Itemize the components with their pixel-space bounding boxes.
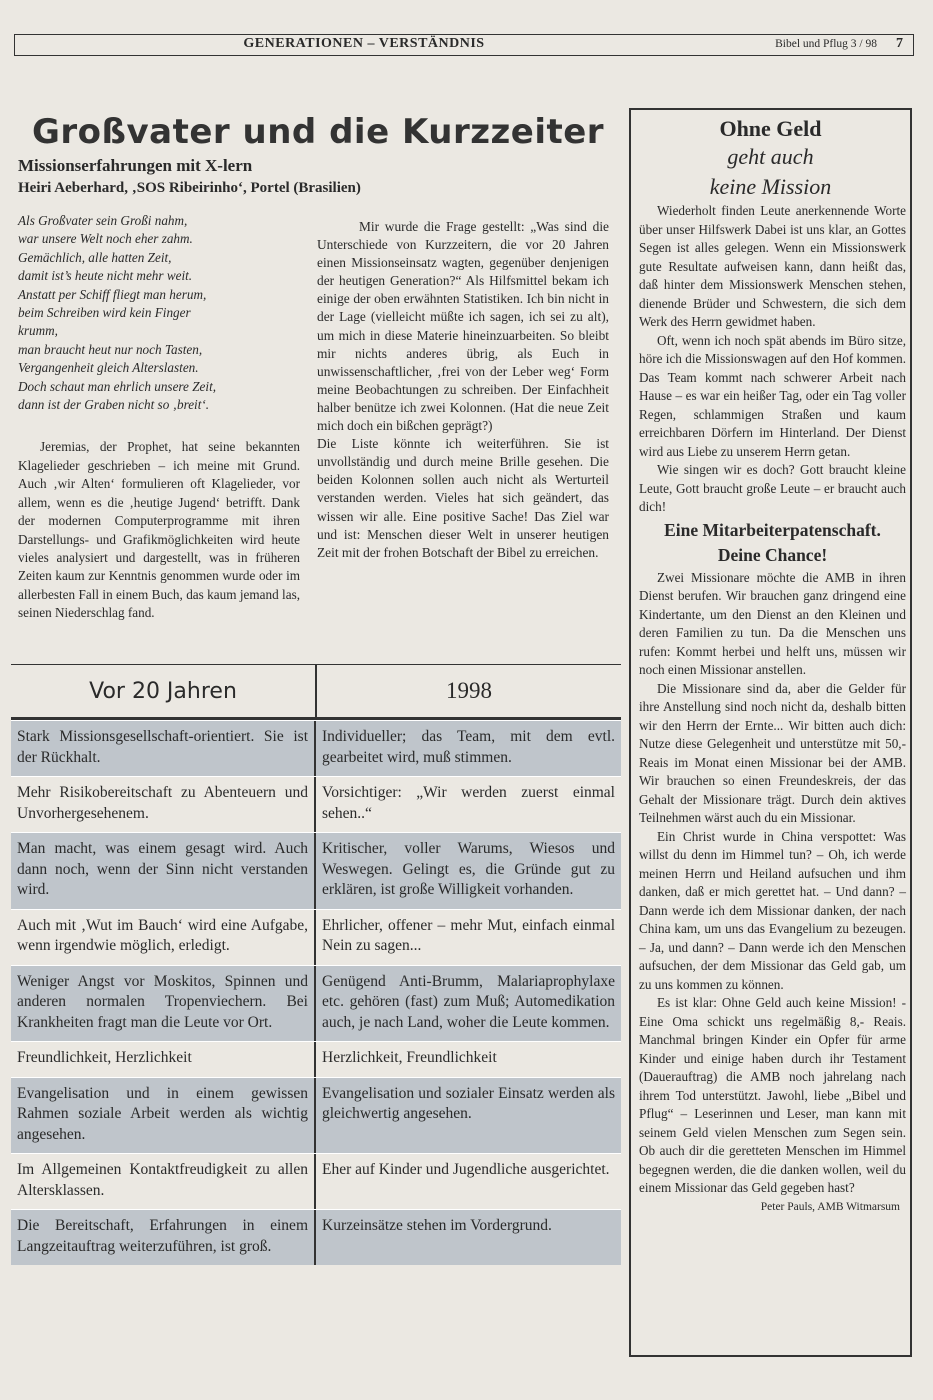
table-cell: Die Bereitschaft, Erfahrungen in einem Langzeitauftrag weiterzuführen, ist groß. (11, 1210, 316, 1265)
article-column-1 (18, 212, 300, 623)
paragraph: Jeremias, der Prophet, hat seine bekannten Klagelieder geschrieben – ich meine mit Grund. Auch ‚wir Alten‘ formulieren oft Klagelieder, vor allem, wenn es die ‚heutige Jugend‘ betrifft. Dank der modernen Computerprogramme mit ihren Darstellungs- und Grafikmöglichkeiten wird heute vieles analysiert und dargestellt, was in früheren Zeiten kaum zur Kenntnis genommen wurde oder im allerbesten Fall in einem Buch, das kaum jemand las, seinen Niederschlag fand. (18, 439, 300, 621)
table-cell: Mehr Risikobereitschaft zu Abenteuern und Unvorhergesehenem. (11, 777, 316, 832)
sidebar-body (631, 202, 910, 1216)
paragraph: Die Missionare sind da, aber die Gelder für ihre Anstellung sind noch nicht da, deshalb bitten wir den Herrn der Ernte... Wir bitten auch dich: Nutze diese Gelegenheit und unterstütze mit 50,- Reais im Monat einen Missionar bei der AMB. Wir brauchen so einen Freundeskreis, der das Gehalt der Missionare trägt. Durch dein aktives Teilnehmen wärst auch du ein Missionar. (639, 680, 906, 825)
table-cell: Evangelisation und in einem gewissen Rahmen soziale Arbeit werden als wichtig angesehen. (11, 1078, 316, 1154)
paragraph: Es ist klar: Ohne Geld auch keine Mission! - Eine Oma schickt uns regelmäßig 8,- Reais. Manchmal bringen Kinder ein Opfer für arme Kinder und einige haben durch ihr Testament (Dauerauftrag) die AMB noch jahrelang nach ihrem Tod unterstützt. Jawohl, liebe „Bibel und Pflug“ – Leserinnen und Leser, man kann mit seinem Geld vielen Menschen zum Segen sein. Ob auch dir die geretteten Menschen im Himmel begegnen werden, die die danken wollen, weil du einem Missionar das Geld gegeben hast? (639, 995, 906, 1195)
table-row (11, 1209, 621, 1265)
poem-line: beim Schreiben wird kein Finger (18, 305, 191, 321)
article-column-2 (317, 218, 609, 562)
table-cell: Herzlichkeit, Freundlichkeit (322, 1049, 497, 1066)
comparison-table (11, 664, 621, 1265)
table-row (11, 776, 621, 832)
paragraph: Wie singen wir es doch? Gott braucht kleine Leute, Gott braucht große Leute – er braucht auch dich! (639, 462, 906, 514)
poem-line: Vergangenheit gleich Alterslasten. (18, 360, 199, 376)
sidebar-title-line-3: keine Mission (709, 174, 832, 199)
table-row (11, 1077, 621, 1154)
poem-line: Als Großvater sein Großi nahm, (18, 213, 188, 228)
sidebar-title: Ohne Geld (719, 116, 822, 141)
article-title: Großvater und die Kurzzeiter (32, 112, 605, 152)
poem-line: Anstatt per Schiff fliegt man herum, (18, 286, 207, 302)
page-header (14, 34, 914, 56)
article-subtitle: Missionserfahrungen mit X-lern (18, 156, 253, 175)
table-cell: Evangelisation und sozialer Einsatz werden als gleichwertig angesehen. (322, 1084, 615, 1122)
table-cell: Weniger Angst vor Moskitos, Spinnen und anderen normalen Tropenviechern. Bei Krankheiten fragt man die Leute vor Ort. (11, 966, 316, 1042)
table-cell: Kurzeinsätze stehen im Vordergrund. (322, 1217, 552, 1234)
table-cell: Auch mit ‚Wut im Bauch‘ wird eine Aufgabe, wenn irgendwie möglich, erledigt. (11, 910, 316, 965)
table-cell: Eher auf Kinder und Jugendliche ausgerichtet. (322, 1161, 610, 1178)
paragraph: Wiederholt finden Leute anerkennende Worte über unser Hilfswerk Dabei ist uns klar, an Gottes Segen ist alles gelegen. Wenn ein Missionswerk gute Resultate aufweisen kann, dann heißt das, daß hinter dem Missionswerk Menschen stehen, dienende Brüder und Schwestern, die sich dem Werk des Herrn gewidmet haben. (639, 203, 906, 329)
issue-label: Bibel und Pflug 3 / 98 (775, 38, 877, 50)
column-header: Vor 20 Jahren (11, 665, 317, 717)
table-row (11, 909, 621, 965)
paragraph: Die Liste könnte ich weiterführen. Sie ist unvollständig und durch meine Brille gesehen. Die beiden Kolonnen sollen auch nicht als Werturteil verstanden werden. Vieles hat sich geändert, das wissen wir alle. Eine positive Sache! Das Ziel war und ist: Menschen dieser Welt in unserer heutigen Zeit mit der frohen Botschaft der Bibel zu erreichen. (317, 436, 609, 560)
article-author: Heiri Aeberhard, ‚SOS Ribeirinho‘, Portel (Brasilien) (18, 180, 361, 196)
table-cell: Stark Missionsgesellschaft-orientiert. Sie ist der Rückhalt. (11, 721, 316, 776)
table-row (11, 720, 621, 776)
sidebar-box (629, 108, 912, 1357)
sidebar-subheading: Eine Mitarbeiterpatenschaft. (664, 519, 881, 540)
poem-line: dann ist der Graben nicht so ‚breit‘. (18, 397, 210, 413)
poem-line: Doch schaut man ehrlich unsere Zeit, (18, 378, 217, 394)
page-number: 7 (896, 36, 903, 51)
paragraph: Ein Christ wurde in China verspottet: Was willst du denn im Himmel tun? – Oh, ich werde meinen Herrn und Heiland aufsuchen und ihm danken, daß er mich gerettet hat. – Und dann? – Dann werde ich dem Missionar danken, der nach China kam, um uns das Evangelium zu bezeugen. – Ja, und dann? – Dann werde ich den Menschen aufsuchen, der dem Missionar das Geld gab, um zu uns kommen zu können. (639, 828, 906, 992)
poem (18, 212, 300, 414)
sidebar-subheading: Deine Chance! (717, 544, 828, 565)
poem-line: damit ist’s heute nicht mehr weit. (18, 268, 193, 284)
paragraph: Zwei Missionare möchte die AMB in ihren Dienst berufen. Wir brauchen ganz dringend eine Kindertante, um den Dienst an den Kleinen und deren Familien zu tun. Da die Menschen uns rufen: Kommt herbei und helft uns, müssen wir noch einen Missionar anstellen. (639, 569, 906, 677)
column-header: 1998 (446, 678, 492, 703)
table-cell: Freundlichkeit, Herzlichkeit (11, 1042, 316, 1077)
poem-line: war unsere Welt noch eher zahm. (18, 231, 193, 247)
table-cell: Vorsichtiger: „Wir werden zuerst einmal sehen..“ (322, 784, 615, 822)
table-row (11, 1153, 621, 1209)
table-row (11, 832, 621, 909)
sidebar-title-line-2: geht auch (727, 144, 814, 169)
table-row (11, 1041, 621, 1077)
poem-line: krumm, (18, 323, 58, 339)
section-title: GENERATIONEN – VERSTÄNDNIS (243, 36, 485, 51)
poem-line: man braucht heut nur noch Tasten, (18, 341, 203, 357)
table-cell: Genügend Anti-Brumm, Malariaprophylaxe etc. gehören (fast) zum Muß; Automedikation auch, je nach Land, woher die Leute kommen. (322, 972, 615, 1031)
table-row (11, 965, 621, 1042)
table-cell: Man macht, was einem gesagt wird. Auch dann noch, wenn der Sinn nicht verstanden wird. (11, 833, 316, 909)
table-cell: Im Allgemeinen Kontaktfreudigkeit zu allen Altersklassen. (11, 1154, 316, 1209)
signature: Peter Pauls, AMB Witmarsum (760, 1200, 900, 1213)
paragraph: Oft, wenn ich noch spät abends im Büro sitze, höre ich die Missionswagen auf den Hof kommen. Das Team kommt nach schwerer Arbeit nach Hause – es war ein heißer Tag, oder ein Tag voller Regen, schlammigen Straßen und kaum erreichbaren Dörfern im Hinterland. Der Dienst wird aus Liebe zu unserem Herrn getan. (639, 332, 906, 459)
table-cell: Kritischer, voller Warums, Wiesos und Weswegen. Gelingt es, die Gründe gut zu erklären, ist große Willigkeit vorhanden. (322, 840, 615, 898)
table-cell: Ehrlicher, offener – mehr Mut, einfach einmal Nein zu sagen... (322, 916, 615, 954)
table-cell: Individueller; das Team, mit dem evtl. gearbeitet wird, muß stimmen. (322, 728, 615, 766)
poem-line: Gemächlich, alle hatten Zeit, (18, 249, 172, 265)
table-header (11, 665, 621, 720)
paragraph: Mir wurde die Frage gestellt: „Was sind die Unterschiede von Kurzzeitern, die vor 20 Jahren einen Missionseinsatz wagten, gegenüber denjenigen der heutigen Generation?“ Als Hilfsmittel bekam ich einige der oben erwähnten Statistiken. Ich bin nicht in der Lage (vielleicht müßte ich sagen, ich sei zu alt), um mich in diese Materie hineinzuarbeiten. So bleibt mir nichts anderes übrig, als Euch in unwissenschaftlicher, ‚frei von der Leber weg‘ Form meine Beobachtungen zu schreiben. Der Einfachheit halber benütze ich zwei Kolonnen. (Hat die neue Zeit mich doch ein bißchen geprägt?) (317, 219, 609, 434)
